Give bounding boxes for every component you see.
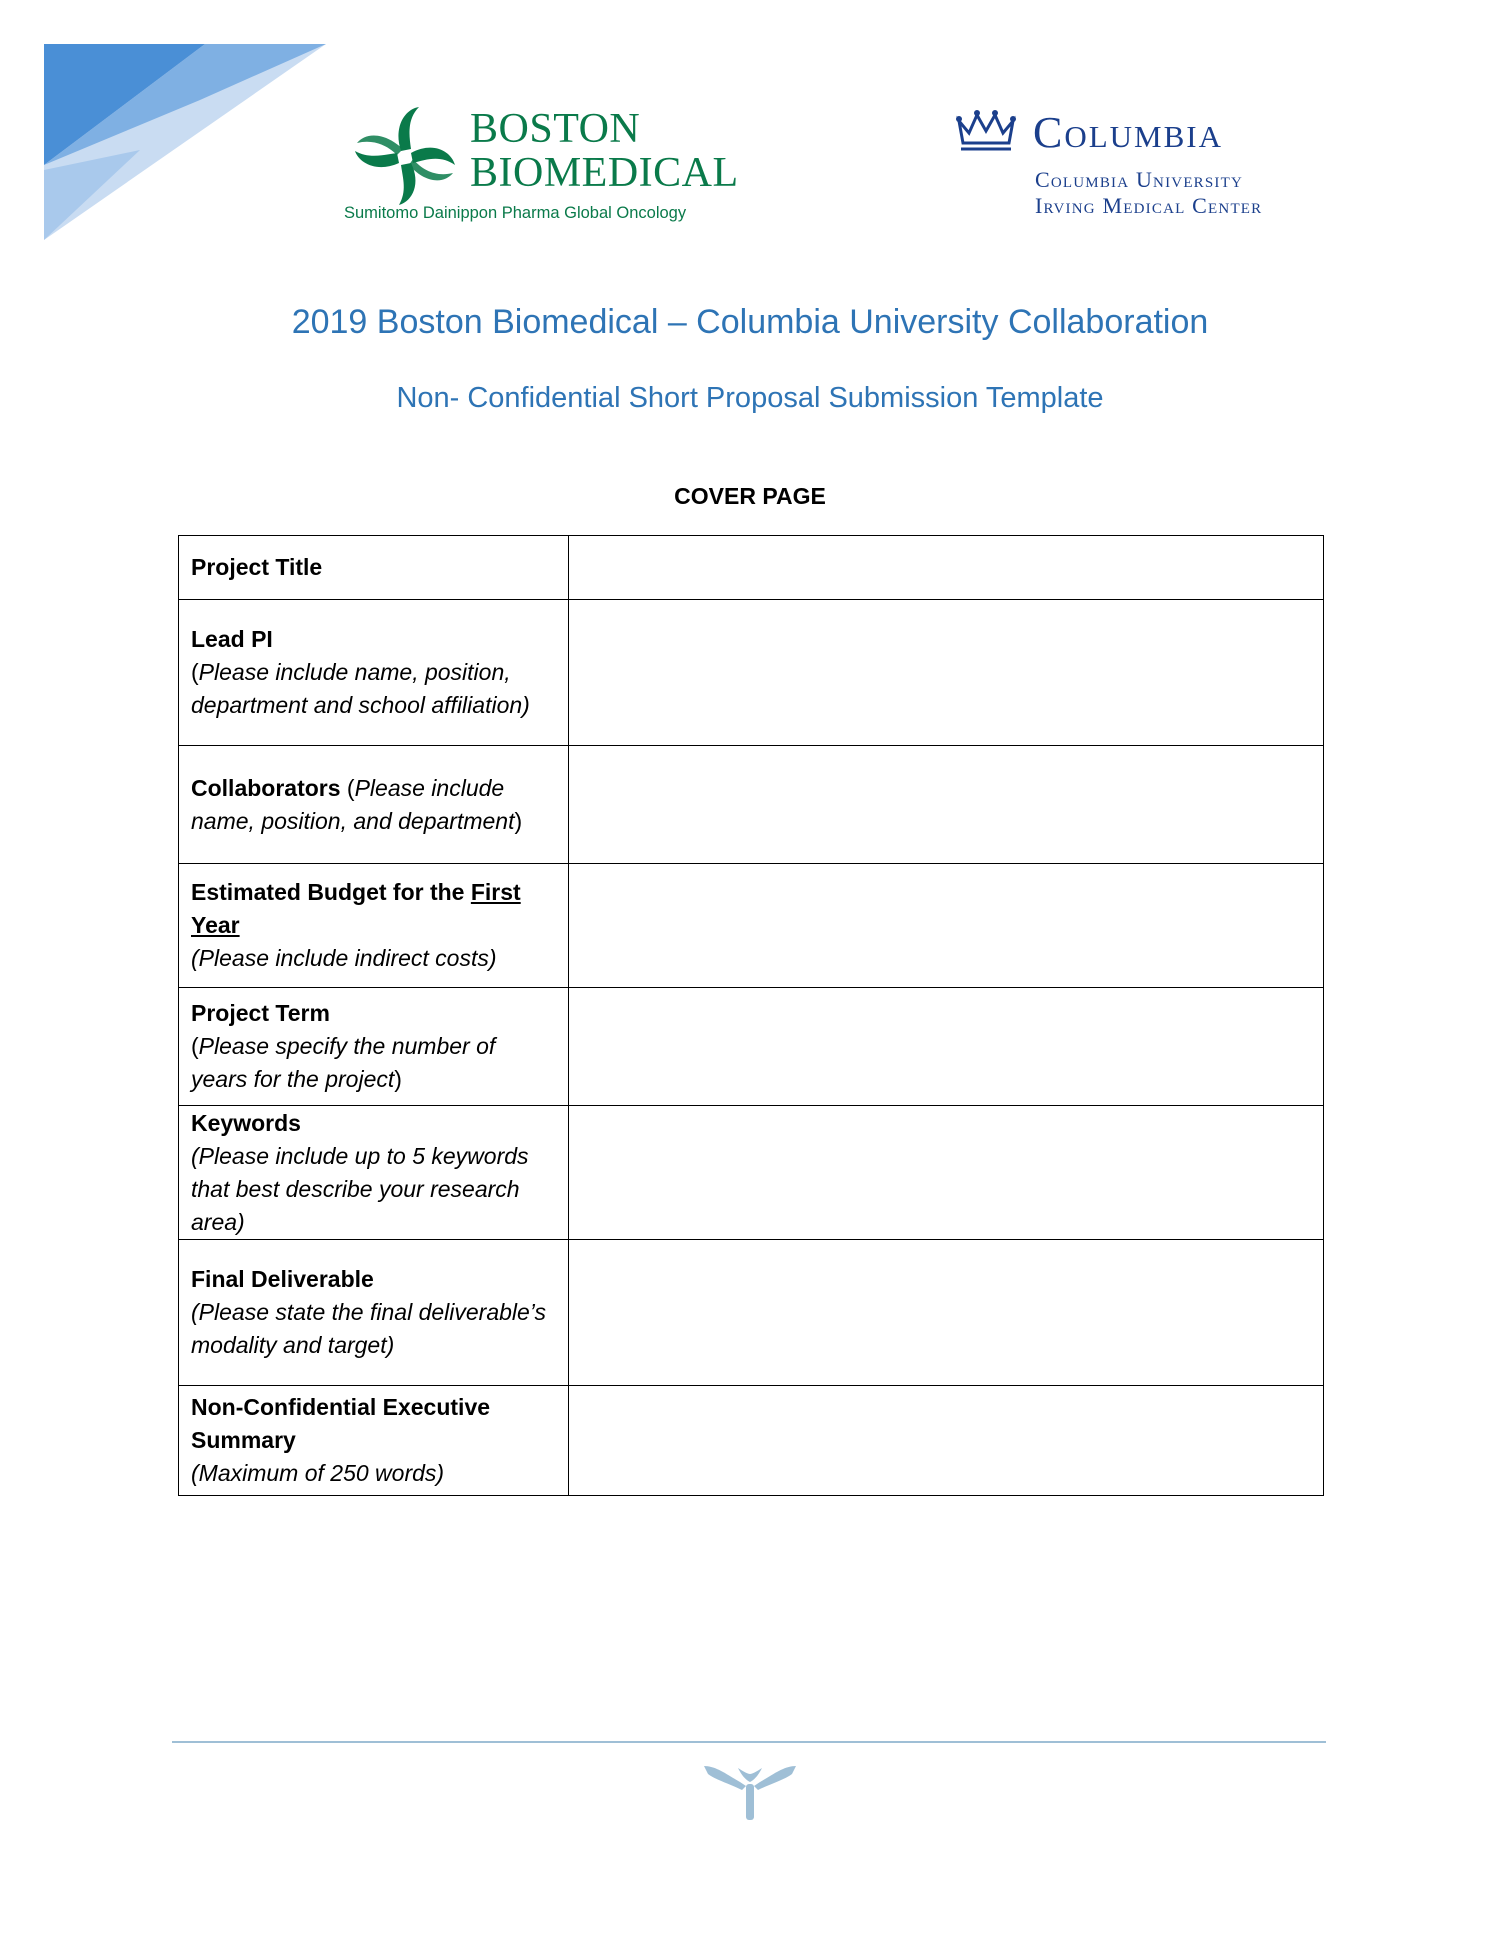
form-label-cell: [179, 1386, 569, 1496]
field-label: Final Deliverable: [191, 1266, 374, 1292]
form-row-collaborators: [179, 746, 1324, 864]
field-label: Estimated Budget for the: [191, 879, 471, 905]
form-row-executive-summary: [179, 1386, 1324, 1496]
pinwheel-logo-icon: [346, 104, 464, 210]
hint-open-paren: (: [191, 1033, 199, 1059]
lead-pi-field[interactable]: [569, 600, 1324, 746]
form-label-cell: [179, 864, 569, 988]
executive-summary-field[interactable]: [569, 1386, 1324, 1496]
form-label-cell: [179, 746, 569, 864]
estimated-budget-field[interactable]: [569, 864, 1324, 988]
hint-close-paren: ): [394, 1066, 402, 1092]
form-label-cell: [179, 988, 569, 1106]
field-hint: Please include name, position, department and school affiliation): [191, 659, 530, 718]
columbia-logo: [955, 105, 1335, 225]
irving-medical-center-line: Irving Medical Center: [1035, 193, 1263, 218]
columbia-university-line: Columbia University: [1035, 167, 1244, 192]
form-row-lead-pi: [179, 600, 1324, 746]
document-title: 2019 Boston Biomedical – Columbia University Collaboration: [291, 303, 1209, 341]
field-label: Keywords: [191, 1109, 301, 1136]
form-row-project-term: [179, 988, 1324, 1106]
field-label: Lead PI: [191, 626, 273, 652]
final-deliverable-field[interactable]: [569, 1240, 1324, 1386]
cover-page-form: [178, 535, 1324, 1496]
keywords-field[interactable]: [569, 1106, 1324, 1240]
project-title-field[interactable]: [569, 536, 1324, 600]
boston-wordmark: BOSTON: [470, 106, 641, 152]
biomedical-wordmark: BIOMEDICAL: [470, 150, 739, 196]
field-label: Non-Confidential Executive Summary: [191, 1394, 491, 1453]
document-subtitle: Non- Confidential Short Proposal Submission Template: [396, 382, 1104, 414]
footer-divider: [172, 1741, 1326, 1743]
form-label-cell: [179, 536, 569, 600]
form-label-cell: [179, 1240, 569, 1386]
section-heading: COVER PAGE: [674, 483, 826, 509]
field-hint: Please specify the number of years for the project: [191, 1033, 496, 1092]
field-label: Collaborators: [191, 774, 341, 801]
field-label: Project Title: [191, 554, 323, 580]
field-hint: Please include name, position, and department: [191, 774, 515, 834]
field-label: Project Term: [191, 1000, 330, 1026]
field-hint: (Maximum of 250 words): [191, 1460, 445, 1486]
columbia-wordmark: Columbia: [1033, 108, 1224, 157]
project-term-field[interactable]: [569, 988, 1324, 1106]
form-row-project-title: [179, 536, 1324, 600]
form-row-estimated-budget: [179, 864, 1324, 988]
collaborators-field[interactable]: [569, 746, 1324, 864]
form-label-cell: [179, 1106, 569, 1240]
field-hint: (Please include up to 5 keywords that best describe your research area): [191, 1142, 529, 1235]
field-hint: (Please include indirect costs): [191, 945, 497, 971]
form-row-final-deliverable: [179, 1240, 1324, 1386]
field-label-underlined: First Year: [191, 879, 521, 938]
hint-open-paren: (: [340, 774, 355, 801]
form-row-keywords: [179, 1106, 1324, 1240]
crown-icon: [955, 107, 1017, 153]
field-hint: (Please state the final deliverable’s modality and target): [191, 1299, 547, 1358]
form-label-cell: [179, 600, 569, 746]
corner-decoration: [0, 0, 340, 250]
boston-biomedical-logo: [340, 100, 740, 230]
boston-tagline: Sumitomo Dainippon Pharma Global Oncology: [344, 204, 687, 222]
footer-emblem-icon: [702, 1760, 798, 1822]
hint-close-paren: ): [514, 807, 523, 834]
hint-open-paren: (: [191, 659, 199, 685]
